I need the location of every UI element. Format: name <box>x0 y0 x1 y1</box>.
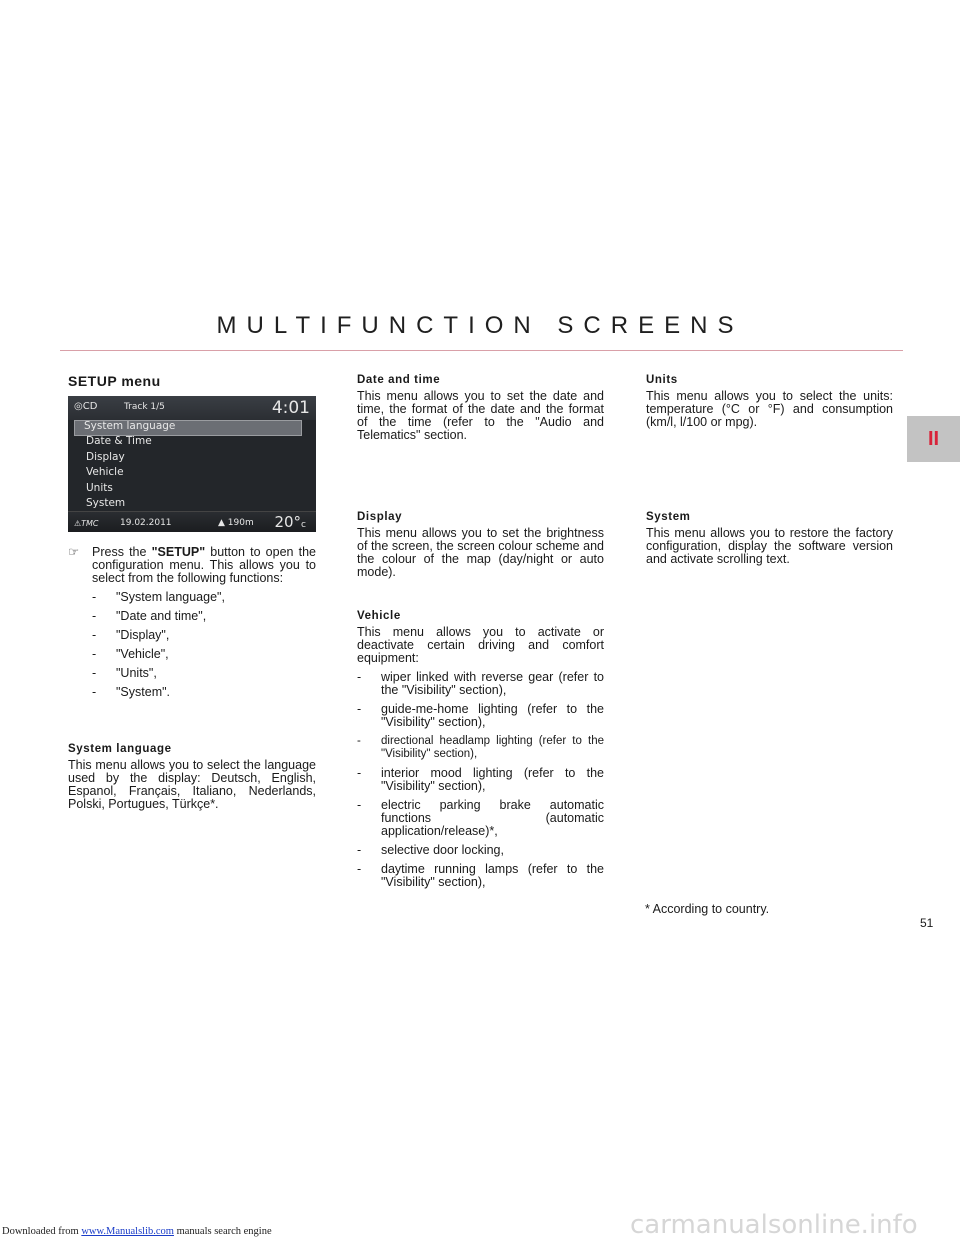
list-item: - selective door locking, <box>357 843 504 857</box>
display-text: This menu allows you to set the brightness of the screen, the screen colour scheme and the colour of the map (day/night or auto mode). <box>357 526 604 579</box>
list-item: - "System". <box>92 685 171 699</box>
page-number: 51 <box>920 916 934 930</box>
footnote: * According to country. <box>645 902 770 916</box>
navigation-arrow-icon: ▲ <box>218 518 228 528</box>
vehicle-equipment-list <box>357 671 604 889</box>
screen-menu-item: System language <box>84 420 176 432</box>
setup-instruction <box>68 546 316 699</box>
list-item: - "Display", <box>92 628 170 642</box>
list-item: - "Units", <box>92 666 157 680</box>
list-item: - "Vehicle", <box>92 647 169 661</box>
list-item: - daytime running lamps (refer to the "Visibility" section), <box>357 862 604 889</box>
screen-menu-item: System <box>86 497 126 509</box>
list-item: - "System language", <box>92 590 225 604</box>
page-title: MULTIFUNCTION SCREENS <box>216 312 744 339</box>
screen-menu-item: Vehicle <box>86 466 124 478</box>
date-time-section <box>357 374 604 442</box>
display-section <box>357 511 604 579</box>
system-text: This menu allows you to restore the factory configuration, display the software version and activate scrolling text. <box>646 526 893 566</box>
system-language-text: This menu allows you to select the language used by the display: Deutsch, English, Espanol, Français, Italiano, Nederlands, Polski, Portugues, Türkçe*. <box>68 758 316 811</box>
list-item: - directional headlamp lighting (refer to the "Visibility" section), <box>357 735 604 760</box>
press-setup-paragraph: ☞ Press the "SETUP" button to open the configuration menu. This allows you to select from the following functions: <box>68 545 316 585</box>
date-time-heading: Date and time <box>357 374 441 386</box>
units-text: This menu allows you to select the units: temperature (°C or °F) and consumption (km/l, l/100 or mpg). <box>646 389 893 429</box>
units-section <box>646 374 893 429</box>
list-item: - electric parking brake automatic functions (automatic application/release)*, <box>357 798 604 838</box>
screen-date: 19.02.2011 <box>120 518 172 528</box>
pointer-icon: ☞ <box>68 545 80 559</box>
screen-clock: 4:01 <box>271 398 310 418</box>
vehicle-text: This menu allows you to activate or deactivate certain driving and comfort equipment: <box>357 625 604 665</box>
system-section <box>646 511 893 566</box>
screen-tmc: ⚠TMC <box>74 519 99 528</box>
title-divider <box>60 350 903 351</box>
screen-menu-item: Units <box>86 482 113 494</box>
download-footer: Downloaded from www.Manualslib.com manuals search engine <box>2 1226 272 1237</box>
section-tab: II <box>907 416 960 462</box>
setup-function-list <box>92 591 316 699</box>
display-heading: Display <box>357 511 403 523</box>
vehicle-section <box>357 610 604 889</box>
watermark: carmanualsonline.info <box>630 1210 918 1240</box>
list-item: - interior mood lighting (refer to the "Visibility" section), <box>357 766 604 793</box>
setup-heading: SETUP menu <box>68 373 161 389</box>
vehicle-heading: Vehicle <box>357 610 401 622</box>
screen-menu-item: Display <box>86 451 125 463</box>
list-item: - wiper linked with reverse gear (refer to the "Visibility" section), <box>357 670 604 697</box>
list-item: - guide-me-home lighting (refer to the "Visibility" section), <box>357 702 604 729</box>
system-language-heading: System language <box>68 743 172 755</box>
screen-menu-item: Date & Time <box>86 435 152 447</box>
setup-screen-image <box>68 396 316 532</box>
system-language-section <box>68 743 316 811</box>
manualslib-link[interactable]: www.Manualslib.com <box>81 1226 174 1237</box>
list-item: - "Date and time", <box>92 609 207 623</box>
screen-source: ◎CD <box>74 401 98 412</box>
disc-icon: ◎ <box>74 401 83 412</box>
screen-track: Track 1/5 <box>124 402 165 412</box>
units-heading: Units <box>646 374 678 386</box>
date-time-text: This menu allows you to set the date and time, the format of the date and the format of the time (refer to the "Audio and Telematics" section. <box>357 389 604 442</box>
warning-icon: ⚠ <box>74 519 82 528</box>
system-heading: System <box>646 511 691 523</box>
screen-temperature: 20°c <box>274 513 306 531</box>
screen-distance: ▲ 190m <box>218 518 254 528</box>
